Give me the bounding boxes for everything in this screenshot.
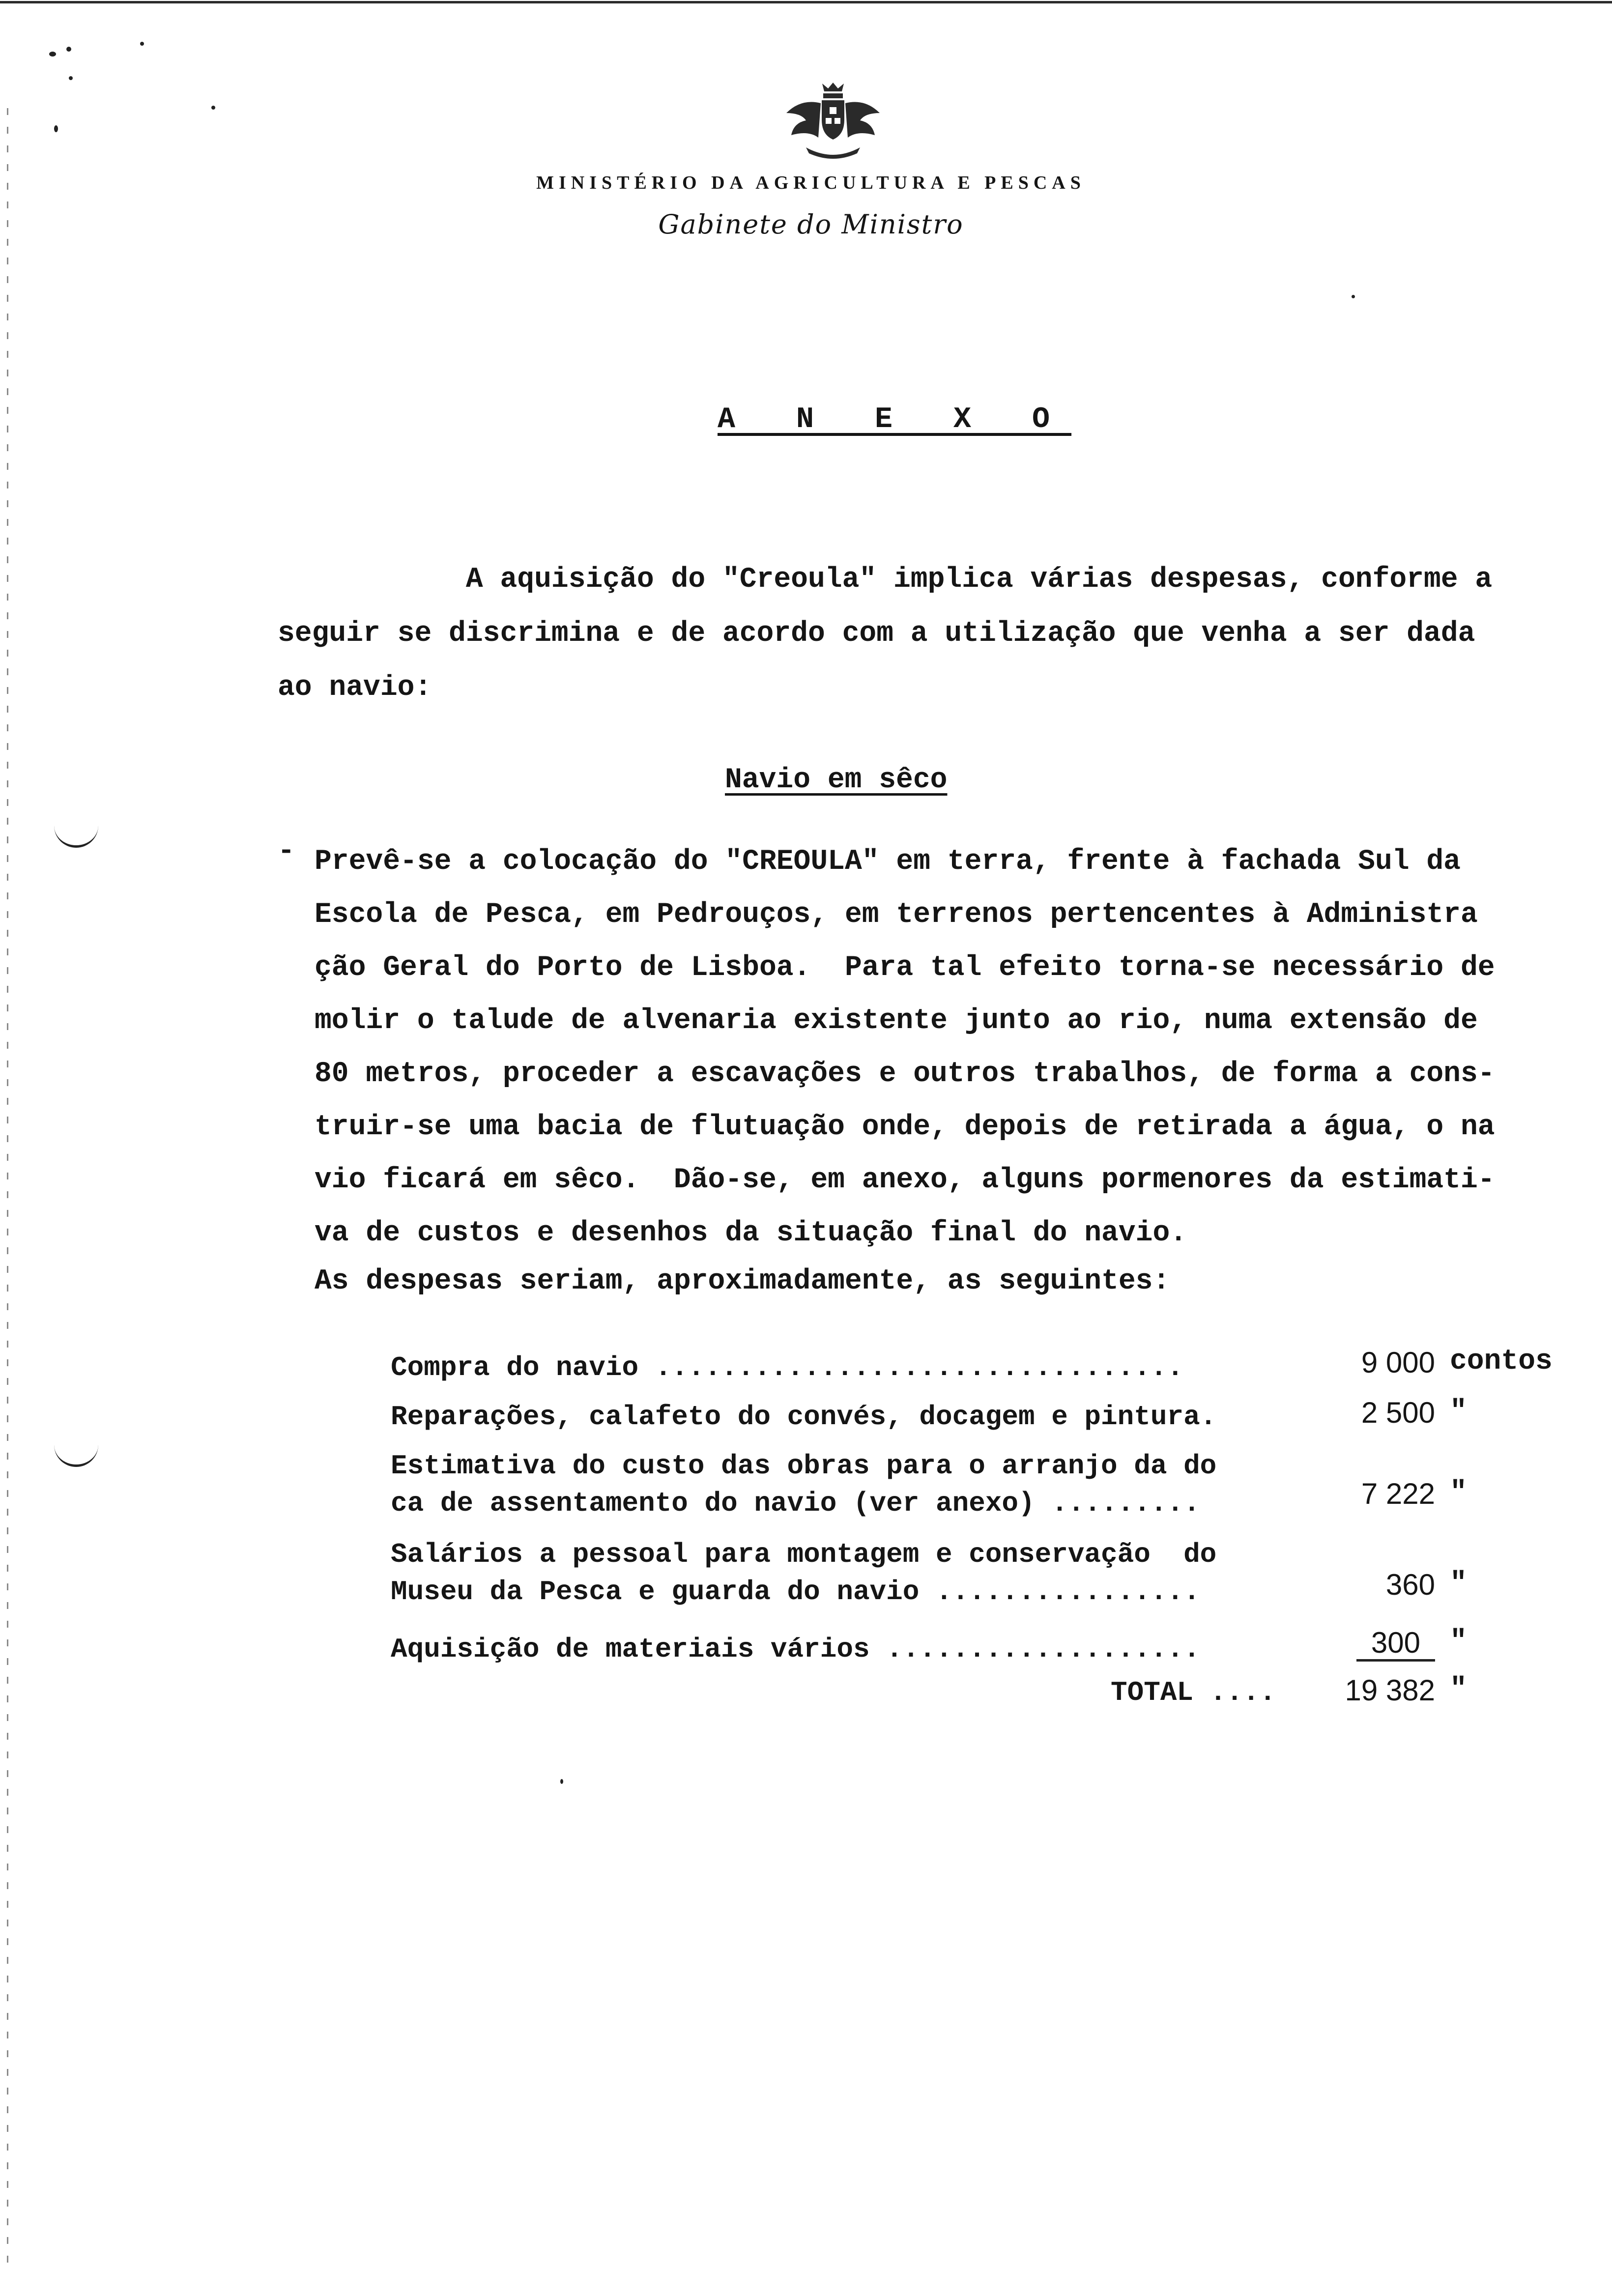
- top-border: [0, 1, 1612, 3]
- text-line: 80 metros, proceder a escavações e outros trabalhos, de forma a cons-: [315, 1058, 1495, 1090]
- text-line: truir-se uma bacia de flutuação onde, depois de retirada a água, o na: [315, 1111, 1495, 1143]
- document-title: A N E X O: [718, 403, 1072, 436]
- expense-unit: contos: [1450, 1346, 1553, 1378]
- ministry-header: MINISTÉRIO DA AGRICULTURA E PESCAS: [536, 172, 1086, 193]
- speck: [54, 125, 58, 132]
- expense-amount: 9 000: [1361, 1346, 1435, 1379]
- expense-item-text: Compra do navio ................................: [391, 1352, 1184, 1383]
- expense-amount: [1288, 1626, 1435, 1660]
- text-line: Prevê-se a colocação do "CREOULA" em terra, frente à fachada Sul da: [315, 846, 1461, 878]
- expense-unit: ": [1450, 1568, 1467, 1600]
- expense-unit: ": [1450, 1477, 1467, 1509]
- expense-amount: 7 222: [1361, 1477, 1435, 1510]
- speck: [69, 76, 73, 80]
- bullet-dash: -: [278, 835, 295, 867]
- cabinet-subheader: Gabinete do Ministro: [658, 209, 964, 240]
- text-line: va de custos e desenhos da situação final do navio.: [315, 1217, 1187, 1249]
- speck: [49, 52, 56, 57]
- text-line: seguir se discrimina e de acordo com a utilização que venha a ser dada: [278, 618, 1475, 650]
- intro-paragraph: [278, 553, 1492, 715]
- section-heading: Navio em sêco: [725, 764, 948, 796]
- total-label: TOTAL ....: [1111, 1677, 1276, 1708]
- expense-amount: 360: [1385, 1568, 1435, 1601]
- text-line: molir o talude de alvenaria existente junto ao rio, numa extensão de: [315, 1005, 1478, 1037]
- binding-mark: [54, 1445, 98, 1467]
- expense-amount: 2 500: [1361, 1396, 1435, 1429]
- text-line: ção Geral do Porto de Lisboa. Para tal efeito torna-se necessário de: [315, 952, 1495, 984]
- speck: [560, 1779, 563, 1784]
- expense-unit: ": [1450, 1396, 1467, 1428]
- total-unit: ": [1450, 1673, 1467, 1705]
- speck: [1352, 295, 1355, 298]
- left-edge-marks: [7, 108, 8, 2270]
- text-line: vio ficará em sêco. Dão-se, em anexo, alguns pormenores da estimati-: [315, 1164, 1495, 1196]
- body-paragraph: [315, 835, 1495, 1260]
- speck: [66, 47, 71, 52]
- coat-of-arms-icon: [777, 79, 890, 162]
- expense-item-text: Reparações, calafeto do convés, docagem e pintura.: [391, 1401, 1217, 1433]
- expense-item-text: Estimativa do custo das obras para o arranjo da do ca de assentamento do navio (ver anexo) .........: [391, 1450, 1217, 1519]
- total-amount: 19 382: [1345, 1674, 1435, 1707]
- speck: [140, 42, 144, 46]
- speck: [211, 106, 215, 110]
- text-line: Escola de Pesca, em Pedrouços, em terrenos pertencentes à Administra: [315, 899, 1478, 931]
- expense-item-text: Salários a pessoal para montagem e conservação do Museu da Pesca e guarda do navio ................: [391, 1539, 1217, 1607]
- text-line: A aquisição do "Creoula" implica várias despesas, conforme a: [278, 564, 1493, 596]
- expenses-lead: As despesas seriam, aproximadamente, as seguintes:: [315, 1265, 1170, 1297]
- text-line: ao navio:: [278, 672, 432, 704]
- expense-item-text: Aquisição de materiais vários ...................: [391, 1634, 1200, 1665]
- binding-mark: [54, 826, 98, 848]
- expense-unit: ": [1450, 1626, 1467, 1658]
- expense-amount-value: 300: [1356, 1626, 1435, 1662]
